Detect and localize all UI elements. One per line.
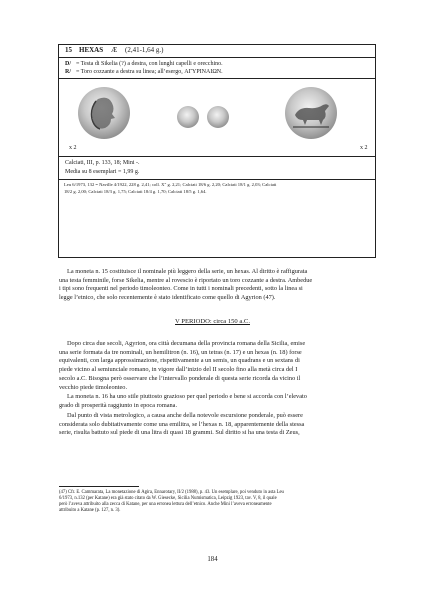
reverse-label: R/	[65, 69, 71, 75]
footnote-47	[59, 490, 377, 514]
reference-row	[59, 157, 375, 180]
obverse-coin-enlarged-image	[78, 87, 130, 139]
specimen-line-1: Leu 6/1973, 132 = Naville 4/1922, 228 g. 2,41; coll. X" g. 2,21; Calciati 18/6 g. 2,20; Calciati 18/1 g. 2,03; Calciati	[64, 182, 277, 187]
text-line: Dopo circa due secoli, Agyrion, ora città decumana della provincia romana della Sicilia, emise	[67, 340, 306, 347]
text-line: equivalenti, con larga approssimazione, rispettivamente a un semis, un quadrans e un sextans di	[59, 357, 300, 365]
obverse-description: = Testa di Sikelia (?) a destra, con lunghi capelli e orecchino.	[76, 61, 223, 67]
text-line: serie, risulta battuto sul piede di una litra di quasi 18 grammi. Sul diritto si ha una testa di Zeus,	[59, 429, 300, 437]
entry-description-row	[59, 58, 375, 79]
text-line: La moneta n. 15 costituisce il nominale più leggero della serie, un hexas. Al diritto è raffigurata	[67, 268, 308, 275]
coin-images-row	[59, 79, 375, 157]
obverse-label: D/	[65, 61, 71, 67]
footnote-line: attribuito a Katane (p. 127, n. 3).	[59, 508, 121, 514]
text-line: legge l’etnico, che solo recentemente è stato identificato come quello di Agyrion (47).	[59, 294, 276, 302]
scale-label-right: x 2	[360, 145, 368, 151]
text-line: La moneta n. 16 ha uno stile piuttosto grazioso per quel periodo e bene si accorda con l’elevato	[67, 393, 307, 400]
paragraph-1	[59, 268, 375, 303]
text-line: considerata solo dubitativamente come una emilitra, se l’hexas n. 18, apparentemente della stessa	[59, 420, 305, 428]
entry-weight: (2,41-1,64 g.)	[125, 46, 164, 54]
text-line: secolo a.C. Bisogna però osservare che l’intervallo ponderale di questa serie ricorda da vicino il	[59, 374, 301, 382]
reverse-coin-image	[207, 106, 229, 128]
text-line: una testa femminile, forse Sikelia, mentre al rovescio è riportato un toro cozzante a destra. Ambedue	[59, 276, 313, 284]
footnote-separator	[59, 486, 139, 487]
entry-metal: Æ	[111, 46, 118, 54]
text-line: piede vicino al semiunciale romano, in vigore dall’inizio del II secolo fino alla metà circa del I	[59, 366, 298, 374]
text-line: Dal punto di vista metrologico, a causa anche della notevole escursione ponderale, può essere	[67, 412, 303, 419]
catalogue-entry-box	[58, 44, 376, 258]
entry-name: HEXAS	[79, 46, 104, 54]
paragraph-3	[59, 393, 375, 410]
reverse-coin-enlarged-image	[285, 87, 337, 139]
reverse-description: = Toro cozzante a destra su linea; all’esergo, ΑΓΥΡΙΝΑΙΩΝ.	[76, 69, 223, 75]
text-line: i tipi sono frequenti nel periodo timoleonteo. Come in tutti i nominali precedenti, sotto la linea si	[59, 285, 303, 293]
reference-line: Calciati, III, p. 133, 18; Mini -.	[65, 160, 140, 166]
obverse-coin-image	[177, 106, 199, 128]
specimens-row	[59, 180, 375, 256]
footnote-line: 6/1973, n.132 (per Katane) era già stato citato da W. Giesecke, Sicilia Numismatica, Leipzig 1923, tav. V, 8, il quale	[59, 496, 277, 502]
page-number-wrap	[0, 556, 425, 563]
text-line: una serie formata da tre nominali, un hemilitron (n. 16), un tetras (n. 17) e un hexas (n. 18) forse	[59, 348, 302, 356]
paragraph-2	[59, 340, 375, 392]
text-line: vecchio piede timoleonteo.	[59, 383, 128, 391]
head-profile-icon	[78, 87, 130, 139]
average-weight-line: Media su 8 esemplari = 1,99 g.	[65, 169, 140, 175]
section-heading-wrap	[0, 318, 425, 325]
scale-label-left: x 2	[69, 145, 77, 151]
footnote-line: (47) Cfr. E. Cammarata, La monetazione di Agira, Ennarotary, II/2 (1988), p. 43. Un esemplare, poi venduto in asta Leu	[59, 490, 284, 495]
page-number: 184	[207, 556, 218, 563]
section-heading: V PERIODO: circa 150 a.C.	[175, 318, 250, 325]
text-line: grado di prosperità raggiunto in epoca romana.	[59, 401, 178, 409]
bull-icon	[285, 87, 337, 139]
entry-header-row	[59, 45, 375, 58]
specimen-line-2: 18/2 g. 2,00; Calciati 18/3 g. 1,75; Calciati 18/4 g. 1,70; Calciati 18/5 g. 1,64.	[64, 189, 207, 194]
paragraph-4	[59, 412, 375, 438]
entry-number: 15	[65, 46, 72, 54]
footnote-line: però l’aveva attribuito alla zecca di Katane, per una erronea lettura dell’etnico. Anche Mini l’aveva erroneamente	[59, 502, 272, 508]
